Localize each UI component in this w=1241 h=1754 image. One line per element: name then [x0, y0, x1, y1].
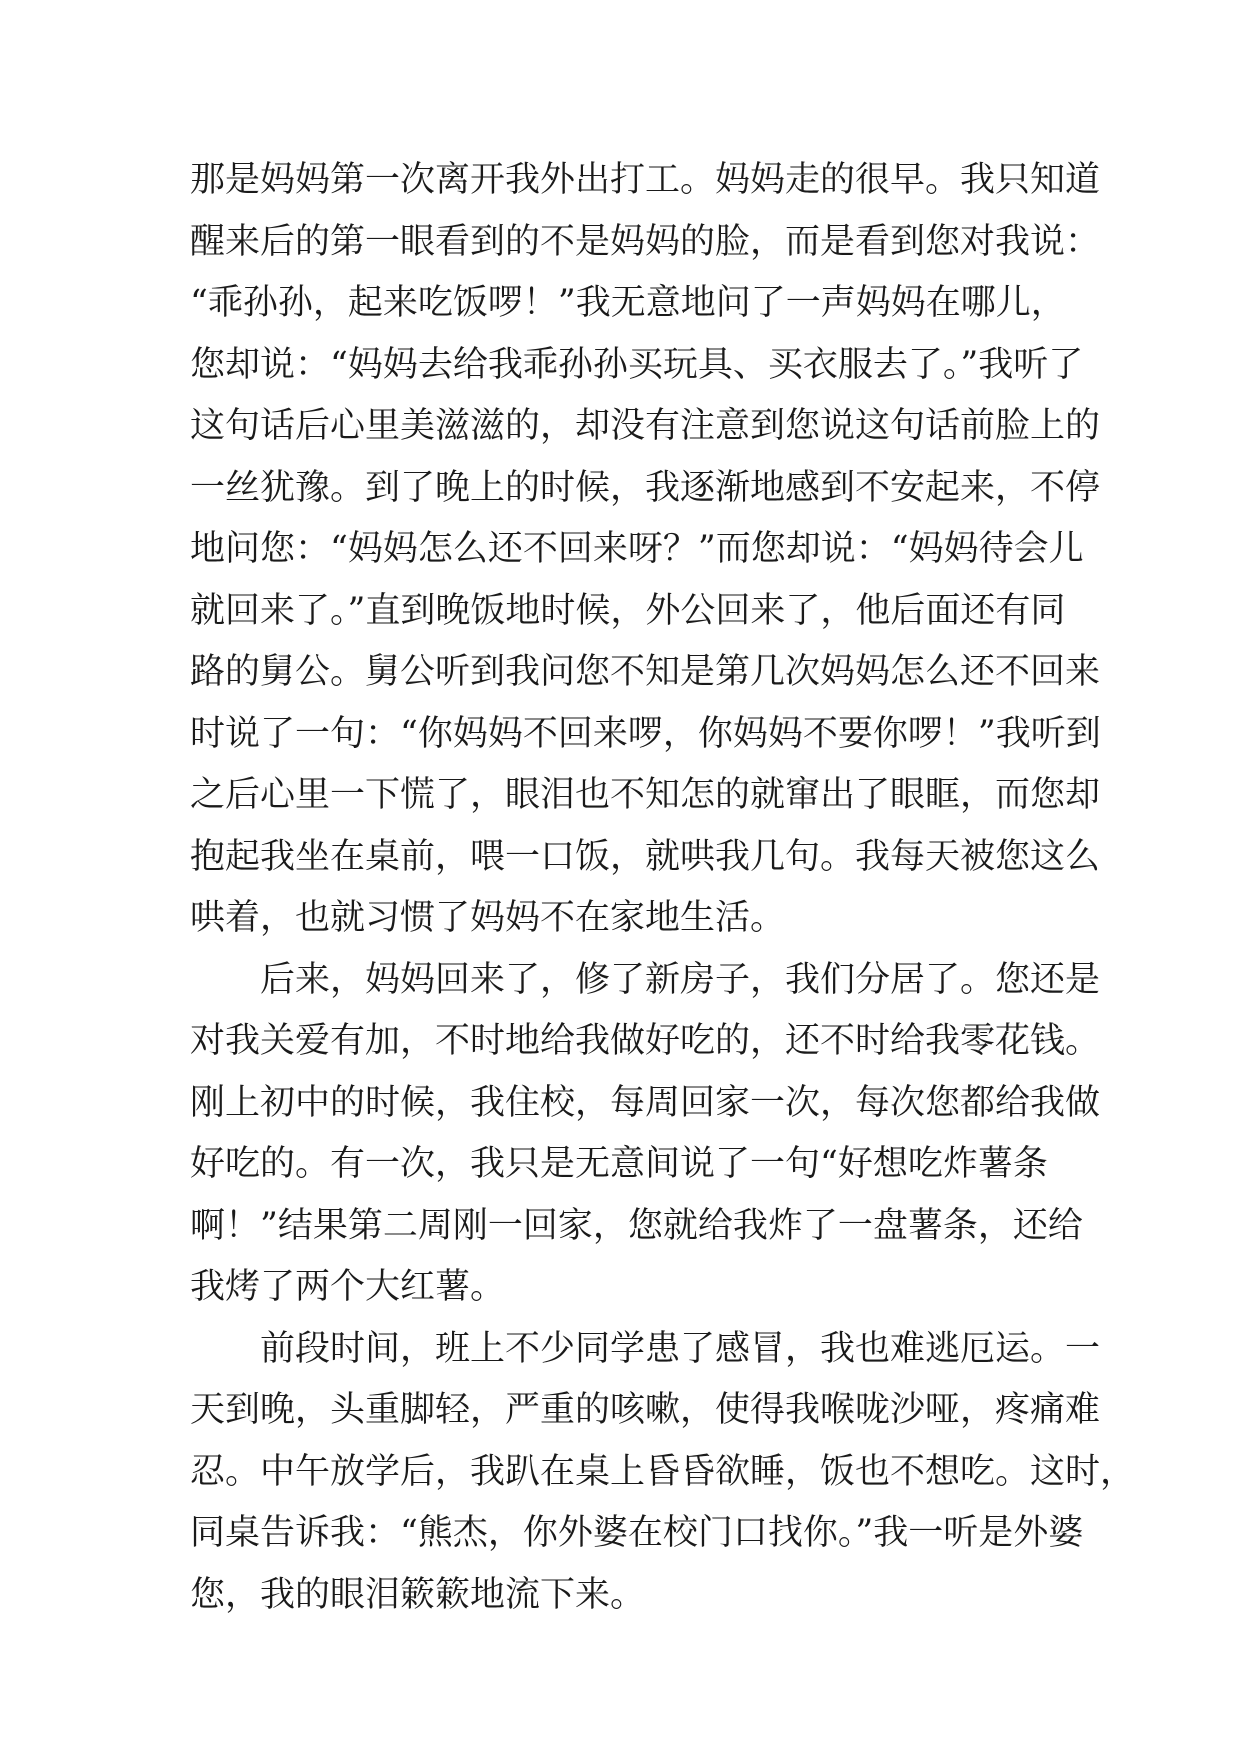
text-line: 醒来后的第一眼看到的不是妈妈的脸，而是看到您对我说： — [190, 221, 1101, 262]
text-line: 时说了一句：“你妈妈不回来啰，你妈妈不要你啰！”我听到 — [190, 713, 1101, 754]
text-line: 我烤了两个大红薯。 — [190, 1267, 506, 1307]
text-line: 路的舅公。舅公听到我问您不知是第几次妈妈怎么还不回来 — [190, 652, 1101, 692]
text-line: 一丝犹豫。到了晚上的时候，我逐渐地感到不安起来，不停 — [190, 467, 1101, 508]
text-line: 啊！”结果第二周刚一回家，您就给我炸了一盘薯条，还给 — [190, 1205, 1083, 1246]
text-line: 抱起我坐在桌前，喂一口饭，就哄我几句。我每天被您这么 — [190, 836, 1101, 877]
paragraph-start-line: 前段时间，班上不少同学患了感冒，我也难逃厄运。一 — [260, 1328, 1101, 1369]
text-line: 您却说：“妈妈去给我乖孙孙买玩具、买衣服去了。”我听了 — [190, 344, 1084, 385]
text-line: 地问您：“妈妈怎么还不回来呀？”而您却说：“妈妈待会儿 — [190, 529, 1084, 569]
text-line: 天到晚，头重脚轻，严重的咳嗽，使得我喉咙沙哑，疼痛难 — [190, 1390, 1101, 1430]
text-line: 就回来了。”直到晚饭地时候，外公回来了，他后面还有同 — [190, 590, 1066, 631]
text-line: 忍。中午放学后，我趴在桌上昏昏欲睡，饭也不想吃。这时， — [190, 1451, 1136, 1492]
text-line: 哄着，也就习惯了妈妈不在家地生活。 — [190, 898, 786, 938]
text-line: 刚上初中的时候，我住校，每周回家一次，每次您都给我做 — [190, 1082, 1101, 1123]
paragraph-start-line: 后来，妈妈回来了，修了新房子，我们分居了。您还是 — [260, 959, 1101, 1000]
text-line: 好吃的。有一次，我只是无意间说了一句“好想吃炸薯条 — [190, 1144, 1048, 1184]
text-line: 您，我的眼泪簌簌地流下来。 — [190, 1574, 646, 1615]
body-text — [190, 150, 1136, 1626]
text-line: 这句话后心里美滋滋的，却没有注意到您说这句话前脸上的 — [190, 406, 1101, 446]
text-line: 之后心里一下慌了，眼泪也不知怎的就窜出了眼眶，而您却 — [190, 775, 1101, 815]
text-line: 对我关爱有加，不时地给我做好吃的，还不时给我零花钱。 — [190, 1021, 1101, 1061]
text-line: “乖孙孙，起来吃饭啰！”我无意地问了一声妈妈在哪儿， — [190, 283, 1066, 323]
text-line: 那是妈妈第一次离开我外出打工。妈妈走的很早。我只知道 — [190, 160, 1101, 200]
text-line: 同桌告诉我：“熊杰，你外婆在校门口找你。”我一听是外婆 — [190, 1513, 1084, 1553]
